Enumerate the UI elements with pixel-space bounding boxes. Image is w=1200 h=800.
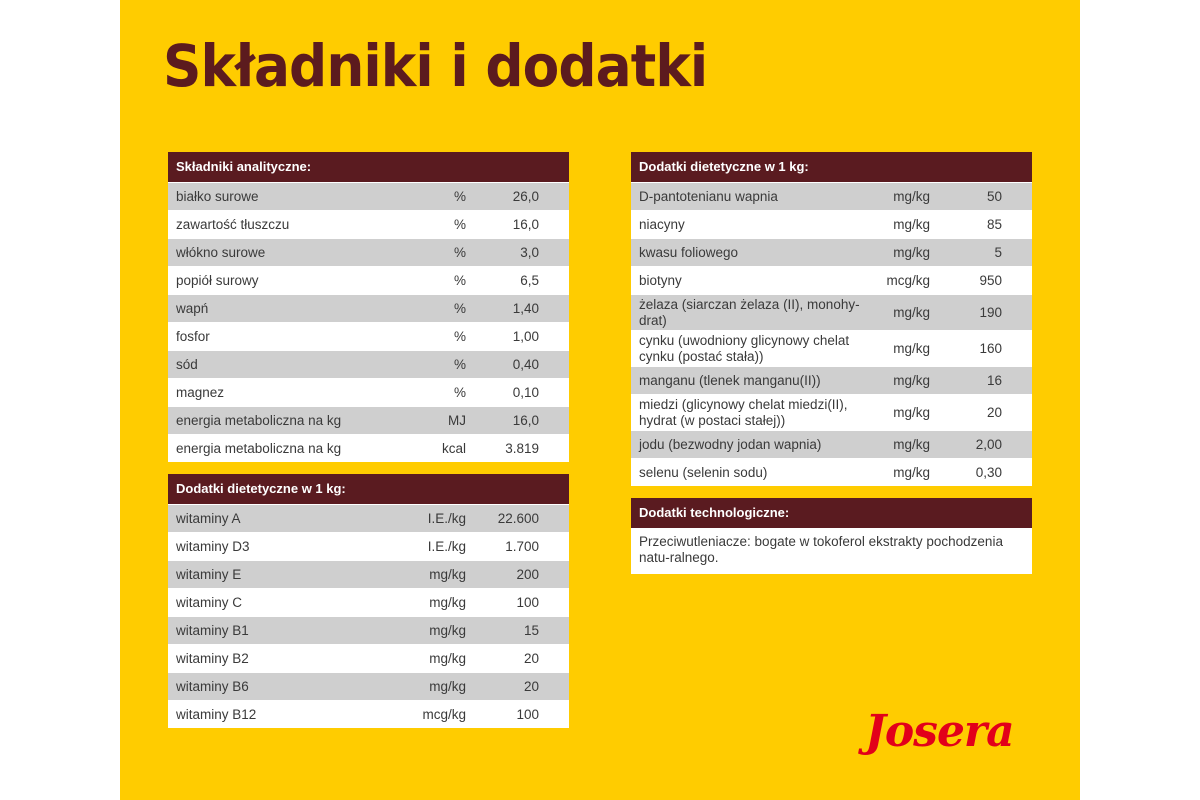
row-name: włókno surowe [176,244,266,260]
row-value: 20 [523,651,539,666]
analytical-table-heading: Składniki analityczne: [168,152,569,182]
table-row [168,266,569,294]
row-name: witaminy B6 [176,678,249,694]
row-unit: % [453,301,466,316]
table-row [168,616,569,644]
row-value: 20 [986,405,1002,420]
table-row [631,430,1032,458]
row-name: witaminy A [176,510,241,526]
row-name: magnez [176,384,225,400]
row-unit: I.E./kg [427,539,466,554]
row-name: białko surowe [176,188,259,204]
table-row [631,266,1032,294]
row-value: 0,10 [512,385,539,400]
table-row [631,458,1032,486]
row-unit: mg/kg [893,405,930,420]
row-value: 2,00 [975,437,1002,452]
table-row [631,366,1032,394]
row-unit: mg/kg [893,305,930,320]
analytical-table [168,152,569,462]
row-name: selenu (selenin sodu) [639,464,768,480]
row-name: wapń [176,300,209,316]
row-unit: mg/kg [893,217,930,232]
row-name: witaminy E [176,566,242,582]
row-unit: mg/kg [893,437,930,452]
technological-text: Przeciwutleniacze: bogate w tokoferol ekstrakty pochodzenia natu-ralnego. [639,534,1003,565]
table-row [168,294,569,322]
row-name: D-pantotenianu wapnia [639,188,778,204]
row-name: kwasu foliowego [639,244,739,260]
table-row [168,210,569,238]
row-value: 1.700 [505,539,539,554]
row-name: zawartość tłuszczu [176,216,290,232]
analytical-rows [168,182,569,462]
vitamins-table-heading: Dodatki dietetyczne w 1 kg: [168,474,569,504]
row-name: witaminy B1 [176,622,249,638]
vitamins-rows [168,504,569,728]
row-value: 160 [979,341,1002,356]
minerals-table-heading: Dodatki dietetyczne w 1 kg: [631,152,1032,182]
row-unit: mg/kg [893,245,930,260]
minerals-table [631,152,1032,486]
row-name: sód [176,356,198,372]
row-unit: % [453,329,466,344]
table-row [168,644,569,672]
table-row [168,700,569,728]
row-unit: mg/kg [893,373,930,388]
page-title: Składniki i dodatki [163,32,708,100]
table-row [631,330,1032,366]
row-value: 15 [523,623,539,638]
technological-table [631,498,1032,574]
row-unit: mg/kg [429,679,466,694]
row-unit: kcal [441,441,466,456]
table-row [168,322,569,350]
row-name: witaminy C [176,594,243,610]
table-row [631,394,1032,430]
row-name: niacyny [639,216,685,232]
row-unit: % [453,385,466,400]
table-row [168,350,569,378]
table-row [168,588,569,616]
row-name: energia metaboliczna na kg [176,412,342,428]
row-name: witaminy D3 [176,538,250,554]
row-value: 16,0 [512,217,539,232]
row-unit: mg/kg [429,567,466,582]
row-unit: mg/kg [429,651,466,666]
row-value: 190 [979,305,1002,320]
row-unit: mg/kg [893,189,930,204]
row-unit: % [453,357,466,372]
row-value: 50 [986,189,1002,204]
vitamins-table [168,474,569,728]
row-value: 100 [516,707,539,722]
josera-logo: Josera [865,706,1014,757]
row-unit: % [453,217,466,232]
row-name: żelaza (siarczan żelaza (II), monohy-drat) [639,296,860,328]
row-unit: MJ [448,413,466,428]
row-name: fosfor [176,328,210,344]
row-unit: mg/kg [893,465,930,480]
table-row [631,210,1032,238]
row-unit: mg/kg [893,341,930,356]
technological-table-heading: Dodatki technologiczne: [631,498,1032,528]
table-row [631,182,1032,210]
row-value: 26,0 [512,189,539,204]
row-value: 1,00 [512,329,539,344]
row-name: miedzi (glicynowy chelat miedzi(II), hydrat (w postaci stałej)) [639,396,848,428]
row-unit: mg/kg [429,623,466,638]
table-row [168,504,569,532]
table-row [168,532,569,560]
row-unit: mcg/kg [886,273,930,288]
row-name: biotyny [639,272,682,288]
row-name: manganu (tlenek manganu(II)) [639,372,821,388]
row-value: 200 [516,567,539,582]
row-name: energia metaboliczna na kg [176,440,342,456]
table-row [168,672,569,700]
row-unit: I.E./kg [427,511,466,526]
row-name: cynku (uwodniony glicynowy chelat cynku (postać stała)) [639,332,850,364]
row-value: 3.819 [505,441,539,456]
content-panel [120,0,1080,800]
row-name: popiół surowy [176,272,259,288]
table-row [631,238,1032,266]
row-value: 16,0 [512,413,539,428]
table-row [168,378,569,406]
table-row [168,434,569,462]
row-value: 20 [523,679,539,694]
table-row [168,238,569,266]
row-name: witaminy B12 [176,706,257,722]
row-value: 100 [516,595,539,610]
table-row [631,294,1032,330]
row-value: 6,5 [520,273,539,288]
row-unit: % [453,189,466,204]
table-row [168,182,569,210]
row-value: 85 [986,217,1002,232]
minerals-rows [631,182,1032,486]
row-unit: mcg/kg [422,707,466,722]
row-name: witaminy B2 [176,650,249,666]
row-unit: % [453,245,466,260]
row-value: 1,40 [512,301,539,316]
row-name: jodu (bezwodny jodan wapnia) [639,436,822,452]
row-unit: % [453,273,466,288]
row-value: 16 [986,373,1002,388]
row-value: 950 [979,273,1002,288]
row-value: 5 [994,245,1002,260]
row-unit: mg/kg [429,595,466,610]
table-row [168,406,569,434]
row-value: 0,30 [975,465,1002,480]
table-row [168,560,569,588]
row-value: 22.600 [497,511,539,526]
row-value: 0,40 [512,357,539,372]
row-value: 3,0 [520,245,539,260]
